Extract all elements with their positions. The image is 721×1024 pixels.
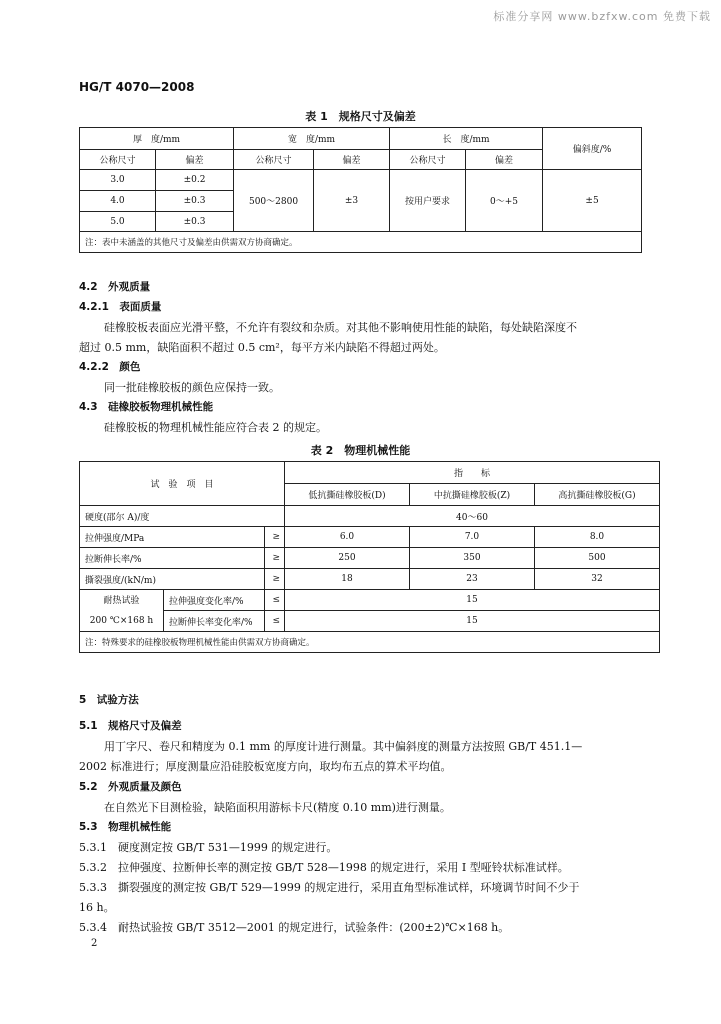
th-grade-d: 低抗撕硅橡胶板(D) [285,484,410,506]
th-thickness: 厚 度/mm [80,128,234,150]
table2-title: 表 2 物理机械性能 [310,444,411,457]
section-heading: 4.2.1 表面质量 [79,301,162,313]
table-cell: 15 [285,611,660,632]
paragraph: 16 h。 [79,901,115,914]
table-cell: 23 [410,569,535,590]
table1 [79,127,642,253]
section-heading: 5.3 物理机械性能 [79,821,172,833]
table-cell: 40～60 [285,506,660,527]
section-heading: 5.1 规格尺寸及偏差 [79,720,182,732]
ge-sign: ≥ [265,548,285,569]
table-cell: 250 [285,548,410,569]
th-length: 长 度/mm [390,128,543,150]
row-label-aging-elongation: 拉断伸长率变化率/% [164,611,265,632]
le-sign: ≤ [265,590,285,611]
paragraph: 5.3.1 硬度测定按 GB/T 531—1999 的规定进行。 [79,841,338,854]
table1-title: 表 1 规格尺寸及偏差 [305,110,416,123]
table-cell: 8.0 [535,527,660,548]
row-label-elongation: 拉断伸长率/% [80,548,265,569]
ge-sign: ≥ [265,569,285,590]
table-cell: 32 [535,569,660,590]
th-width: 宽 度/mm [234,128,390,150]
th-nominal: 公称尺寸 [390,150,466,170]
section-heading: 5.2 外观质量及颜色 [79,781,182,793]
aging-condition: 200 ℃×168 h [89,615,154,626]
row-label-tensile: 拉伸强度/MPa [80,527,265,548]
th-nominal: 公称尺寸 [234,150,314,170]
paragraph: 超过 0.5 mm，缺陷面积不超过 0.5 cm²，每平方米内缺陷不得超过两处。 [79,341,445,354]
th-nominal: 公称尺寸 [80,150,156,170]
section-heading: 4.3 硅橡胶板物理机械性能 [79,401,214,413]
section-heading: 4.2 外观质量 [79,281,151,293]
row-label-hardness: 硬度(邵尔 A)/度 [80,506,285,527]
th-tolerance: 偏差 [156,150,234,170]
table-cell: 3.0 [80,170,156,191]
paragraph: 同一批硅橡胶板的颜色应保持一致。 [104,381,280,394]
table-cell: 4.0 [80,191,156,212]
watermark: 标准分享网 www.bzfxw.com 免费下载 [493,10,711,23]
paragraph: 2002 标准进行；厚度测量应沿硅胶板宽度方向，取均布五点的算术平均值。 [79,760,452,773]
th-skew: 偏斜度/% [543,128,642,170]
th-tolerance: 偏差 [466,150,543,170]
row-label-aging-tensile: 拉伸强度变化率/% [164,590,265,611]
table-cell: ±3 [314,170,390,232]
th-index: 指 标 [285,462,660,484]
th-tolerance: 偏差 [314,150,390,170]
section-heading: 4.2.2 颜色 [79,361,141,373]
paragraph: 在自然光下目测检验，缺陷面积用游标卡尺(精度 0.10 mm)进行测量。 [104,801,451,814]
table1-note: 注：表中未涵盖的其他尺寸及偏差由供需双方协商确定。 [80,232,642,253]
table-cell: 5.0 [80,212,156,232]
th-grade-z: 中抗撕硅橡胶板(Z) [410,484,535,506]
table-cell: ±5 [543,170,642,232]
page-number: 2 [91,938,98,949]
standard-number: HG/T 4070—2008 [79,80,195,94]
paragraph: 5.3.2 拉伸强度、拉断伸长率的测定按 GB/T 528—1998 的规定进行，采用 I 型哑铃状标准试样。 [79,861,569,874]
table-cell: 按用户要求 [390,170,466,232]
table-cell: 500～2800 [234,170,314,232]
table-cell: 18 [285,569,410,590]
table-cell: ±0.3 [156,191,234,212]
table-cell: 15 [285,590,660,611]
ge-sign: ≥ [265,527,285,548]
table-cell: 6.0 [285,527,410,548]
paragraph: 5.3.4 耐热试验按 GB/T 3512—2001 的规定进行，试验条件：(200±2)℃×168 h。 [79,921,510,934]
table-cell: 7.0 [410,527,535,548]
section-heading: 5 试验方法 [79,694,139,706]
table-cell: ±0.2 [156,170,234,191]
paragraph: 5.3.3 撕裂强度的测定按 GB/T 529—1999 的规定进行，采用直角型标准试样，环境调节时间不少于 [79,881,580,894]
table-cell: ±0.3 [156,212,234,232]
th-item: 试 验 项 目 [80,462,285,506]
aging-label: 耐热试验 [103,595,140,606]
table-cell: 350 [410,548,535,569]
table2-note: 注：特殊要求的硅橡胶板物理机械性能由供需双方协商确定。 [80,632,660,653]
row-label-tear: 撕裂强度/(kN/m) [80,569,265,590]
row-label-aging [80,590,164,632]
paragraph: 用丁字尺、卷尺和精度为 0.1 mm 的厚度计进行测量。其中偏斜度的测量方法按照 GB/T 451.1— [104,740,583,753]
table-cell: 500 [535,548,660,569]
le-sign: ≤ [265,611,285,632]
table2 [79,461,660,653]
th-grade-g: 高抗撕硅橡胶板(G) [535,484,660,506]
paragraph: 硅橡胶板的物理机械性能应符合表 2 的规定。 [104,421,327,434]
table-cell: 0～+5 [466,170,543,232]
paragraph: 硅橡胶板表面应光滑平整，不允许有裂纹和杂质。对其他不影响使用性能的缺陷，每处缺陷深度不 [104,321,577,334]
